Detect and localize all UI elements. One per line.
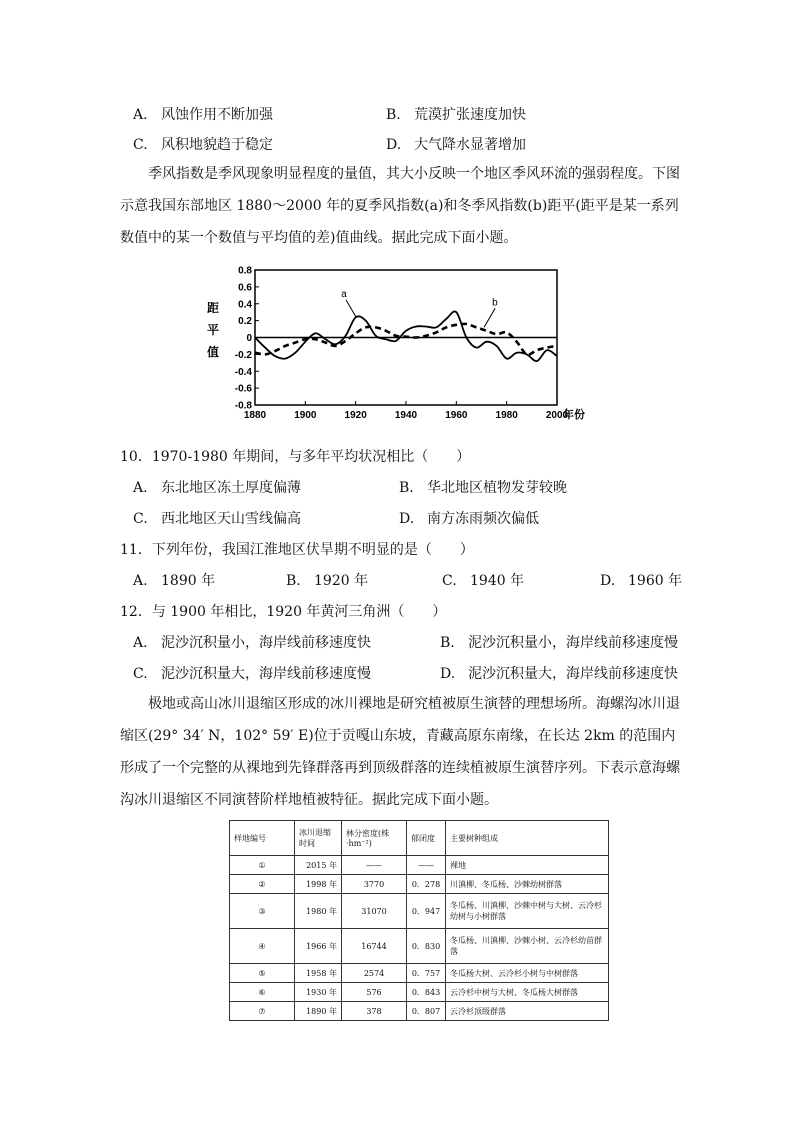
table-cell: ——	[407, 856, 446, 875]
table-row	[230, 964, 609, 983]
option-letter: D.	[386, 137, 402, 153]
table-cell: 378	[342, 1002, 407, 1021]
option-letter: C.	[133, 511, 148, 527]
table-cell: 1958 年	[295, 964, 342, 983]
table-row	[230, 929, 609, 964]
option-row	[133, 510, 301, 528]
x-tick-label: 1900	[294, 410, 317, 421]
option-text: 风积地貌趋于稳定	[161, 137, 273, 153]
table-row	[230, 894, 609, 929]
table-row	[230, 856, 609, 875]
table-cell: ②	[230, 875, 295, 894]
option-letter: B.	[286, 573, 301, 589]
option-letter: D.	[399, 511, 415, 527]
table-cell: 1890 年	[295, 1002, 342, 1021]
option-text: 1960 年	[628, 573, 683, 589]
y-tick-label: 0.6	[238, 282, 252, 294]
option-text: 大气降水显著增加	[414, 137, 526, 153]
table-cell: 云冷杉中树与大树、冬瓜杨大树群落	[446, 983, 609, 1002]
option-letter: D.	[440, 666, 456, 682]
option-text: 东北地区冻土厚度偏薄	[161, 480, 301, 496]
table-cell: 1966 年	[295, 929, 342, 964]
option-letter: A.	[133, 107, 148, 123]
x-tick-label: 1880	[243, 410, 267, 421]
option-letter: C.	[442, 573, 457, 589]
y-tick-label: 0	[246, 333, 252, 344]
option-row	[440, 665, 678, 683]
x-tick-label: 2000	[545, 410, 569, 421]
table-cell: 2574	[342, 964, 407, 983]
table-cell: 冬瓜杨、川滇柳、沙棘小树、云冷杉幼苗群落	[446, 929, 609, 964]
table-cell: 31070	[342, 894, 407, 929]
x-tick-label: 1940	[394, 410, 418, 421]
option-letter: B.	[399, 480, 414, 496]
monsoon-index-chart	[195, 262, 605, 432]
table-cell: ——	[342, 856, 407, 875]
question-stem: 11．下列年份，我国江淮地区伏旱期不明显的是（ ）	[120, 542, 474, 558]
table-cell: 裸地	[446, 856, 609, 875]
table-row	[230, 983, 609, 1002]
table-cell: ④	[230, 929, 295, 964]
option-row	[399, 510, 539, 528]
annotation-label-b: b	[492, 297, 498, 309]
table-cell: ③	[230, 894, 295, 929]
table-cell: 576	[342, 983, 407, 1002]
y-tick-label: 0.4	[238, 299, 252, 311]
annotation-leader-b	[484, 308, 495, 327]
intro-paragraph-monsoon: 季风指数是季风现象明显程度的量值，其大小反映一个地区季风环流的强弱程度。下图示意我国东部地区 1880～2000 年的夏季风指数(a)和冬季风指数(b)距平(距平是某一系列数值中的某一个数值与平均值的差)值曲线。据此完成下面小题。	[120, 166, 680, 246]
option-row	[133, 665, 371, 683]
option-text: 西北地区天山雪线偏高	[161, 511, 301, 527]
option-text: 泥沙沉积量大，海岸线前移速度慢	[161, 666, 371, 682]
y-tick-label: -0.4	[234, 366, 252, 378]
table-row	[230, 875, 609, 894]
option-text: 1890 年	[161, 573, 216, 589]
table-header-row	[230, 821, 609, 856]
option-text: 泥沙沉积量小，海岸线前移速度慢	[468, 635, 678, 651]
option-text: 1940 年	[470, 573, 525, 589]
y-tick-label: -0.6	[234, 383, 252, 395]
x-axis-label: 年份	[563, 408, 585, 421]
question-stem: 10．1970-1980 年期间，与多年平均状况相比（ ）	[120, 449, 471, 465]
table-cell: 1930 年	[295, 983, 342, 1002]
option-row	[440, 634, 678, 652]
option-row	[133, 136, 273, 154]
annotation-label-a: a	[341, 289, 347, 300]
table-cell: ⑤	[230, 964, 295, 983]
vegetation-table	[229, 820, 609, 1021]
question-stem: 12．与 1900 年相比，1920 年黄河三角洲（ ）	[120, 604, 447, 620]
option-letter: A.	[133, 635, 148, 651]
x-tick-label: 1980	[495, 410, 518, 421]
table-cell: 川滇柳、冬瓜杨、沙棘幼树群落	[446, 875, 609, 894]
option-row	[399, 479, 567, 497]
option-row	[133, 106, 273, 124]
option-row	[600, 572, 682, 590]
table-header-cell: 主要树种组成	[446, 821, 609, 856]
table-cell: ⑦	[230, 1002, 295, 1021]
option-text: 泥沙沉积量大，海岸线前移速度快	[468, 666, 678, 682]
table-row	[230, 1002, 609, 1021]
y-tick-label: -0.2	[234, 349, 252, 361]
annotation-leader-a	[346, 300, 356, 316]
table-cell: 16744	[342, 929, 407, 964]
option-row	[133, 479, 301, 497]
option-row	[133, 572, 215, 590]
table-cell: ⑥	[230, 983, 295, 1002]
table-cell: 0．757	[407, 964, 446, 983]
y-axis-label: 距平值	[207, 301, 220, 359]
option-letter: B.	[440, 635, 455, 651]
chart-svg	[195, 262, 605, 432]
table-cell: 0．807	[407, 1002, 446, 1021]
option-letter: A.	[133, 480, 148, 496]
option-text: 南方冻雨频次偏低	[427, 511, 539, 527]
table-header-cell: 林分密度(株·hm⁻²)	[342, 821, 407, 856]
option-text: 风蚀作用不断加强	[161, 107, 273, 123]
y-tick-label: -0.8	[234, 400, 252, 412]
table-cell: 冬瓜杨、川滇柳、沙棘中树与大树、云冷杉幼树与小树群落	[446, 894, 609, 929]
table-header-cell: 冰川退缩时间	[295, 821, 342, 856]
x-tick-label: 1920	[344, 410, 367, 421]
table-cell: 1998 年	[295, 875, 342, 894]
series-line-b	[255, 324, 557, 355]
option-letter: C.	[133, 137, 148, 153]
option-text: 泥沙沉积量小，海岸线前移速度快	[161, 635, 371, 651]
option-letter: A.	[133, 573, 148, 589]
table-cell: 2015 年	[295, 856, 342, 875]
option-text: 华北地区植物发芽较晚	[427, 480, 567, 496]
option-text: 荒漠扩张速度加快	[414, 107, 526, 123]
y-tick-label: 0.2	[238, 316, 252, 328]
table-cell: 0．278	[407, 875, 446, 894]
option-letter: B.	[386, 107, 401, 123]
option-letter: C.	[133, 666, 148, 682]
table-header-cell: 样地编号	[230, 821, 295, 856]
table-cell: 0．830	[407, 929, 446, 964]
option-row	[286, 572, 368, 590]
table-cell: 3770	[342, 875, 407, 894]
option-row	[442, 572, 524, 590]
table-cell: 0．947	[407, 894, 446, 929]
option-row	[133, 634, 371, 652]
table-cell: 1980 年	[295, 894, 342, 929]
option-row	[386, 106, 526, 124]
option-text: 1920 年	[314, 573, 369, 589]
table-cell: ①	[230, 856, 295, 875]
option-letter: D.	[600, 573, 616, 589]
table-cell: 冬瓜杨大树、云冷杉小树与中树群落	[446, 964, 609, 983]
table-header-cell: 郁闭度	[407, 821, 446, 856]
table-cell: 0．843	[407, 983, 446, 1002]
x-tick-label: 1960	[445, 410, 468, 421]
table-cell: 云冷杉顶级群落	[446, 1002, 609, 1021]
y-tick-label: 0.8	[238, 265, 252, 277]
intro-paragraph-glacier: 极地或高山冰川退缩区形成的冰川裸地是研究植被原生演替的理想场所。海螺沟冰川退缩区(29° 34′ N，102° 59′ E)位于贡嘎山东坡，青藏高原东南缘，在长达 2km 的范围内形成了一个完整的从裸地到先锋群落再到顶级群落的连续植被原生演替序列。下表示意海螺沟冰川退缩区不同演替阶样地植被特征。据此完成下面小题。	[120, 696, 680, 808]
option-row	[386, 136, 526, 154]
